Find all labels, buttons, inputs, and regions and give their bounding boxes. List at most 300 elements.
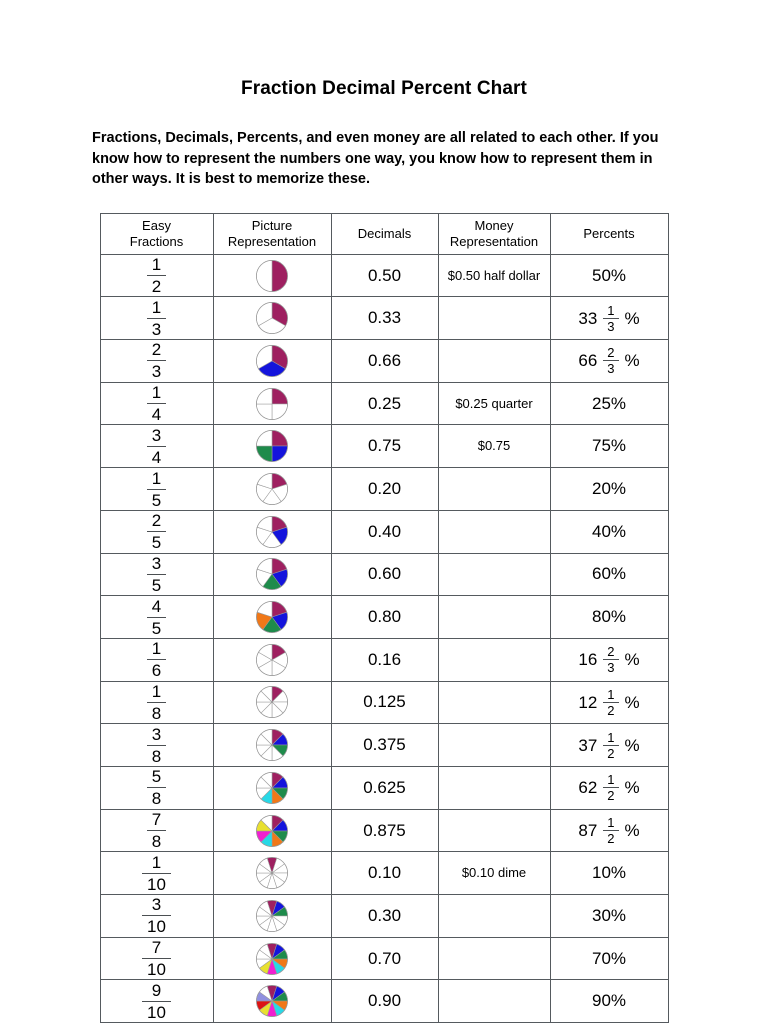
stacked-fraction: [147, 598, 166, 637]
cell-easy-fraction: [100, 382, 213, 425]
decimal-value: 0.875: [363, 820, 406, 840]
percent-fraction-part: [603, 773, 618, 802]
fraction-denominator: 8: [151, 789, 162, 809]
pie-chart-icon: [214, 942, 331, 976]
cell-decimal: [331, 638, 438, 681]
pie-sectors-8-filled-3: [255, 728, 289, 762]
cell-picture-representation: [213, 468, 331, 511]
mixed-number-percent: [578, 731, 639, 760]
cell-percent: [550, 766, 668, 809]
stacked-fraction: [147, 470, 166, 509]
mixed-number-percent: [578, 773, 639, 802]
cell-percent: [550, 297, 668, 340]
percent-fraction-numerator: 1: [603, 688, 618, 703]
cell-money-representation: [438, 468, 550, 511]
mixed-number-percent: [578, 304, 639, 333]
cell-picture-representation: [213, 852, 331, 895]
table-row: [100, 297, 668, 340]
mixed-number-percent: [578, 645, 639, 674]
stacked-fraction: [142, 982, 171, 1021]
header-line-1: Decimals: [357, 225, 412, 241]
cell-decimal: [331, 553, 438, 596]
cell-picture-representation: [213, 596, 331, 639]
table-row: [100, 468, 668, 511]
header-line-1: Money: [474, 217, 514, 233]
cell-easy-fraction: [100, 297, 213, 340]
cell-picture-representation: [213, 766, 331, 809]
pie-chart-icon: [214, 899, 331, 933]
percent-value: 80%: [591, 607, 627, 627]
fraction-denominator: 5: [151, 575, 162, 595]
cell-easy-fraction: [100, 468, 213, 511]
percent-whole-part: 12: [578, 692, 598, 712]
page-title: Fraction Decimal Percent Chart: [241, 78, 527, 99]
pie-chart-icon: [214, 728, 331, 762]
stacked-fraction: [142, 854, 171, 893]
table-row: [100, 809, 668, 852]
pie-sectors-10-filled-7: [255, 942, 289, 976]
percent-value: 40%: [591, 521, 627, 541]
stacked-fraction: [147, 811, 166, 850]
pie-sectors-5-filled-3: [255, 557, 289, 591]
cell-percent: [550, 596, 668, 639]
money-value: [490, 524, 498, 539]
cell-decimal: [331, 297, 438, 340]
cell-picture-representation: [213, 425, 331, 468]
cell-percent: [550, 382, 668, 425]
percent-fraction-denominator: 3: [607, 660, 615, 676]
cell-money-representation: [438, 766, 550, 809]
pie-sectors-6-filled-1: [255, 643, 289, 677]
chart-table-wrapper: [0, 190, 768, 1023]
decimal-value: 0.10: [367, 863, 402, 883]
cell-decimal: [331, 895, 438, 938]
money-value: [490, 652, 498, 667]
cell-decimal: [331, 468, 438, 511]
cell-easy-fraction: [100, 553, 213, 596]
cell-money-representation: [438, 809, 550, 852]
table-row: [100, 980, 668, 1023]
cell-percent: [550, 681, 668, 724]
cell-easy-fraction: [100, 425, 213, 468]
decimal-value: 0.30: [367, 905, 402, 925]
cell-percent: [550, 425, 668, 468]
cell-picture-representation: [213, 297, 331, 340]
decimal-value: 0.375: [363, 735, 406, 755]
header-line-1: Picture: [251, 217, 293, 233]
column-header-percents: [550, 213, 668, 254]
percent-fraction-part: [603, 731, 618, 760]
cell-picture-representation: [213, 980, 331, 1023]
percent-symbol: %: [624, 735, 640, 755]
pie-chart-icon: [214, 814, 331, 848]
percent-value: 25%: [591, 393, 627, 413]
percent-fraction-part: [603, 346, 618, 375]
cell-percent: [550, 852, 668, 895]
fraction-denominator: 3: [151, 319, 162, 339]
cell-decimal: [331, 382, 438, 425]
fraction-denominator: 5: [151, 618, 162, 638]
fraction-denominator: 4: [151, 405, 162, 425]
decimal-value: 0.50: [367, 265, 402, 285]
cell-percent: [550, 809, 668, 852]
cell-money-representation: [438, 724, 550, 767]
cell-picture-representation: [213, 681, 331, 724]
cell-money-representation: [438, 638, 550, 681]
percent-whole-part: 16: [578, 650, 598, 670]
cell-money-representation: [438, 382, 550, 425]
percent-symbol: %: [624, 308, 640, 328]
percent-whole-part: 37: [578, 735, 598, 755]
pie-sectors-3-filled-2: [255, 344, 289, 378]
table-row: [100, 596, 668, 639]
stacked-fraction: [147, 555, 166, 594]
cell-decimal: [331, 510, 438, 553]
pie-sectors-4-filled-3: [255, 429, 289, 463]
money-value: [490, 353, 498, 368]
stacked-fraction: [147, 427, 166, 466]
pie-chart-icon: [214, 515, 331, 549]
column-header-easy-fractions: [100, 213, 213, 254]
header-line-2: Representation: [227, 233, 317, 249]
percent-value: 10%: [591, 863, 627, 883]
pie-chart-icon: [214, 429, 331, 463]
fraction-denominator: 10: [147, 960, 166, 980]
stacked-fraction: [147, 299, 166, 338]
cell-decimal: [331, 980, 438, 1023]
cell-picture-representation: [213, 937, 331, 980]
pie-sectors-4-filled-1: [255, 387, 289, 421]
decimal-value: 0.90: [367, 991, 402, 1011]
fraction-numerator: 1: [147, 299, 166, 319]
pie-chart-icon: [214, 771, 331, 805]
cell-percent: [550, 254, 668, 297]
mixed-number-percent: [578, 688, 639, 717]
money-value: [490, 694, 498, 709]
pie-chart-icon: [214, 344, 331, 378]
cell-easy-fraction: [100, 937, 213, 980]
percent-value: 60%: [591, 564, 627, 584]
decimal-value: 0.125: [363, 692, 406, 712]
fraction-decimal-percent-table: [100, 213, 669, 1023]
stacked-fraction: [147, 640, 166, 679]
cell-decimal: [331, 254, 438, 297]
percent-value: 20%: [591, 479, 627, 499]
percent-fraction-denominator: 2: [607, 745, 615, 761]
fraction-numerator: 1: [147, 384, 166, 404]
table-row: [100, 937, 668, 980]
stacked-fraction: [147, 768, 166, 807]
cell-money-representation: [438, 937, 550, 980]
pie-chart-icon: [214, 600, 331, 634]
fraction-denominator: 6: [151, 661, 162, 681]
table-row: [100, 510, 668, 553]
column-header-decimals: [331, 213, 438, 254]
fraction-denominator: 8: [151, 746, 162, 766]
money-value: $0.10 dime: [461, 865, 527, 881]
cell-money-representation: [438, 895, 550, 938]
cell-picture-representation: [213, 553, 331, 596]
cell-easy-fraction: [100, 638, 213, 681]
mixed-number-percent: [578, 816, 639, 845]
cell-money-representation: [438, 980, 550, 1023]
pie-sectors-10-filled-1: [255, 856, 289, 890]
header-line-2: Representation: [449, 233, 539, 249]
decimal-value: 0.16: [367, 649, 402, 669]
cell-money-representation: [438, 852, 550, 895]
fraction-denominator: 3: [151, 362, 162, 382]
pie-chart-icon: [214, 301, 331, 335]
pie-chart-icon: [214, 643, 331, 677]
percent-fraction-numerator: 2: [603, 645, 618, 660]
percent-symbol: %: [624, 650, 640, 670]
column-header-money-representation: [438, 213, 550, 254]
pie-chart-icon: [214, 472, 331, 506]
money-value: [490, 780, 498, 795]
decimal-value: 0.66: [367, 350, 402, 370]
table-row: [100, 254, 668, 297]
cell-easy-fraction: [100, 340, 213, 383]
decimal-value: 0.80: [367, 607, 402, 627]
percent-value: 50%: [591, 265, 627, 285]
fraction-numerator: 1: [147, 683, 166, 703]
money-value: [490, 951, 498, 966]
fraction-numerator: 1: [147, 470, 166, 490]
fraction-numerator: 4: [147, 598, 166, 618]
percent-fraction-numerator: 2: [603, 346, 618, 361]
percent-fraction-part: [603, 816, 618, 845]
percent-fraction-numerator: 1: [603, 816, 618, 831]
percent-value: 30%: [591, 905, 627, 925]
cell-picture-representation: [213, 895, 331, 938]
cell-easy-fraction: [100, 809, 213, 852]
percent-value: 90%: [591, 991, 627, 1011]
fraction-denominator: 8: [151, 703, 162, 723]
cell-easy-fraction: [100, 254, 213, 297]
mixed-number-percent: [578, 346, 639, 375]
pie-sectors-10-filled-3: [255, 899, 289, 933]
percent-fraction-denominator: 3: [607, 318, 615, 334]
table-row: [100, 852, 668, 895]
table-row: [100, 553, 668, 596]
pie-sector-filled: [272, 260, 288, 291]
money-value: [490, 737, 498, 752]
money-value: [490, 481, 498, 496]
fraction-numerator: 5: [147, 768, 166, 788]
table-row: [100, 425, 668, 468]
percent-fraction-denominator: 3: [607, 361, 615, 377]
percent-fraction-numerator: 1: [603, 773, 618, 788]
fraction-denominator: 2: [151, 277, 162, 297]
cell-money-representation: [438, 553, 550, 596]
pie-sectors-8-filled-5: [255, 771, 289, 805]
cell-money-representation: [438, 297, 550, 340]
money-value: [490, 993, 498, 1008]
table-row: [100, 382, 668, 425]
money-value: $0.75: [477, 438, 511, 454]
percent-value: 75%: [591, 436, 627, 456]
fraction-numerator: 3: [142, 896, 171, 916]
stacked-fraction: [142, 939, 171, 978]
cell-percent: [550, 553, 668, 596]
cell-percent: [550, 724, 668, 767]
fraction-denominator: 5: [151, 490, 162, 510]
percent-symbol: %: [624, 692, 640, 712]
money-value: [490, 908, 498, 923]
stacked-fraction: [147, 726, 166, 765]
cell-money-representation: [438, 254, 550, 297]
fraction-numerator: 2: [147, 341, 166, 361]
fraction-denominator: 10: [147, 917, 166, 937]
fraction-denominator: 10: [147, 874, 166, 894]
pie-chart-icon: [214, 984, 331, 1018]
table-body: [100, 254, 668, 1022]
cell-percent: [550, 340, 668, 383]
cell-easy-fraction: [100, 980, 213, 1023]
table-row: [100, 340, 668, 383]
percent-whole-part: 33: [578, 308, 598, 328]
cell-decimal: [331, 809, 438, 852]
cell-picture-representation: [213, 638, 331, 681]
percent-fraction-numerator: 1: [603, 731, 618, 746]
pie-sectors-3-filled-1: [255, 301, 289, 335]
cell-easy-fraction: [100, 724, 213, 767]
header-line-1: Percents: [583, 225, 635, 241]
money-value: $0.50 half dollar: [447, 267, 541, 283]
table-header: [100, 213, 668, 254]
table-row: [100, 724, 668, 767]
percent-whole-part: 62: [578, 778, 598, 798]
percent-symbol: %: [624, 351, 640, 371]
fraction-numerator: 3: [147, 427, 166, 447]
cell-easy-fraction: [100, 766, 213, 809]
cell-money-representation: [438, 681, 550, 724]
cell-percent: [550, 937, 668, 980]
money-value: [490, 609, 498, 624]
cell-decimal: [331, 340, 438, 383]
pie-sectors-8-filled-1: [255, 685, 289, 719]
percent-fraction-part: [603, 688, 618, 717]
table-row: [100, 766, 668, 809]
cell-easy-fraction: [100, 510, 213, 553]
money-value: [490, 566, 498, 581]
decimal-value: 0.40: [367, 521, 402, 541]
cell-percent: [550, 468, 668, 511]
cell-picture-representation: [213, 254, 331, 297]
fraction-numerator: 7: [142, 939, 171, 959]
cell-decimal: [331, 937, 438, 980]
percent-fraction-part: [603, 304, 618, 333]
cell-decimal: [331, 425, 438, 468]
pie-sectors-5-filled-1: [255, 472, 289, 506]
cell-decimal: [331, 766, 438, 809]
cell-decimal: [331, 596, 438, 639]
header-line-2: Fractions: [129, 233, 184, 249]
decimal-value: 0.20: [367, 479, 402, 499]
cell-easy-fraction: [100, 895, 213, 938]
percent-whole-part: 66: [578, 351, 598, 371]
cell-decimal: [331, 724, 438, 767]
percent-value: 70%: [591, 948, 627, 968]
money-value: [490, 310, 498, 325]
percent-fraction-part: [603, 645, 618, 674]
fraction-numerator: 3: [147, 555, 166, 575]
stacked-fraction: [147, 683, 166, 722]
pie-chart-icon: [214, 685, 331, 719]
fraction-numerator: 2: [147, 512, 166, 532]
percent-symbol: %: [624, 821, 640, 841]
pie-sectors-5-filled-4: [255, 600, 289, 634]
percent-whole-part: 87: [578, 821, 598, 841]
cell-easy-fraction: [100, 596, 213, 639]
percent-fraction-denominator: 2: [607, 831, 615, 847]
cell-money-representation: [438, 425, 550, 468]
stacked-fraction: [147, 341, 166, 380]
table-row: [100, 638, 668, 681]
table-row: [100, 681, 668, 724]
fraction-numerator: 3: [147, 726, 166, 746]
fraction-denominator: 10: [147, 1002, 166, 1022]
fraction-denominator: 4: [151, 447, 162, 467]
column-header-picture-representation: [213, 213, 331, 254]
pie-sectors-10-filled-9: [255, 984, 289, 1018]
cell-picture-representation: [213, 809, 331, 852]
cell-decimal: [331, 852, 438, 895]
percent-fraction-denominator: 2: [607, 702, 615, 718]
cell-percent: [550, 510, 668, 553]
money-value: $0.25 quarter: [455, 395, 533, 411]
cell-easy-fraction: [100, 852, 213, 895]
fraction-numerator: 1: [142, 854, 171, 874]
decimal-value: 0.625: [363, 777, 406, 797]
pie-sector-empty: [256, 260, 272, 291]
table-header-row: [100, 213, 668, 254]
percent-fraction-denominator: 2: [607, 788, 615, 804]
decimal-value: 0.33: [367, 308, 402, 328]
percent-symbol: %: [624, 778, 640, 798]
money-value: [490, 823, 498, 838]
fraction-numerator: 7: [147, 811, 166, 831]
fraction-denominator: 8: [151, 832, 162, 852]
cell-money-representation: [438, 510, 550, 553]
header-line-1: Easy: [142, 217, 171, 233]
cell-money-representation: [438, 596, 550, 639]
cell-picture-representation: [213, 382, 331, 425]
pie-chart-icon: [214, 557, 331, 591]
cell-money-representation: [438, 340, 550, 383]
pie-sectors-5-filled-2: [255, 515, 289, 549]
cell-picture-representation: [213, 510, 331, 553]
cell-picture-representation: [213, 340, 331, 383]
stacked-fraction: [147, 384, 166, 423]
pie-chart-icon: [214, 856, 331, 890]
stacked-fraction: [147, 512, 166, 551]
cell-easy-fraction: [100, 681, 213, 724]
pie-chart-icon: [214, 259, 331, 293]
decimal-value: 0.70: [367, 948, 402, 968]
cell-percent: [550, 638, 668, 681]
cell-picture-representation: [213, 724, 331, 767]
cell-percent: [550, 980, 668, 1023]
decimal-value: 0.25: [367, 393, 402, 413]
percent-fraction-numerator: 1: [603, 304, 618, 319]
fraction-denominator: 5: [151, 533, 162, 553]
pie-sectors-2-filled-1: [255, 259, 289, 293]
stacked-fraction: [142, 896, 171, 935]
fraction-numerator: 1: [147, 640, 166, 660]
intro-paragraph: Fractions, Decimals, Percents, and even money are all related to each other. If you know how to represent the numbers one way, you know how to represent them in other ways. It is best to memorize these.: [92, 130, 659, 188]
cell-decimal: [331, 681, 438, 724]
